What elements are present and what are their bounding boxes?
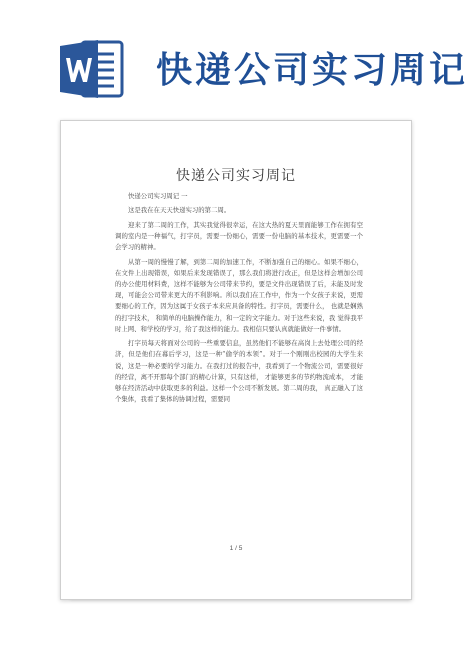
word-document-icon xyxy=(58,38,124,100)
paragraph: 这是我在在天天快递实习的第二周。 xyxy=(128,206,231,215)
page-number: 1 / 5 xyxy=(229,545,243,552)
document-page xyxy=(60,120,412,600)
paragraph: 迎来了第二周的工作，其实我觉得很幸运，在这大热的夏天里面能够工作在拥有空调的室内是一种福气，打字员，需要一份细心，需要一份电脑的基本技术，更需要一个会学习的精神。 xyxy=(115,220,363,252)
paragraph: 快递公司实习周记 一 xyxy=(128,192,188,200)
document-body xyxy=(115,191,363,409)
paragraph: 打字员每天将面对公司的一些重要信息，虽然他们不能够在高岗上去处理公司的经济，但是他们在幕后学习，这是一种“偷学的本领”。对于一个刚刚出校园的大学生来说，这是一种必要的学习能力。在我打过的报告中，我看到了一个物流公司，需要很好的经营，离不开那每个部门的精心计算，只有这样， 才能够更多的节约物流成本， 才能够在经济活动中获取更多的利益。这样一个公司不断发展。第二周的我， 真正融入了这个集体，我看了集体的协调过程，需要同 xyxy=(115,339,363,404)
header-title: 快递公司实习周记 xyxy=(156,50,469,91)
header-banner xyxy=(0,0,474,118)
document-title: 快递公司实习周记 xyxy=(176,168,296,184)
paragraph: 从第一周的慢慢了解，到第二周的加速工作，不断加强自己的细心。如果不细心，在文件上出现错误，如果后来发现错误了，那么我们将进行改正，但是这样会增加公司的办公使用材料费，这样不能够为公司带来节约，要是文件出现错误了后，未能及时发现，可能会公司带来更大的不利影响。所以我们在工作中，作为一个女孩子来说，更需要细心的工作，因为这属于女孩子本来应具备的特性。打字员，需要什么， 也就是娴熟的打字技术， 和简单的电脑操作能力，和一定的文字能力。对于这些来说，我 觉得我平时上网、和学校的学习，给了我这样的能力。我相信只要认真就能做好一件事情。 xyxy=(115,257,363,333)
